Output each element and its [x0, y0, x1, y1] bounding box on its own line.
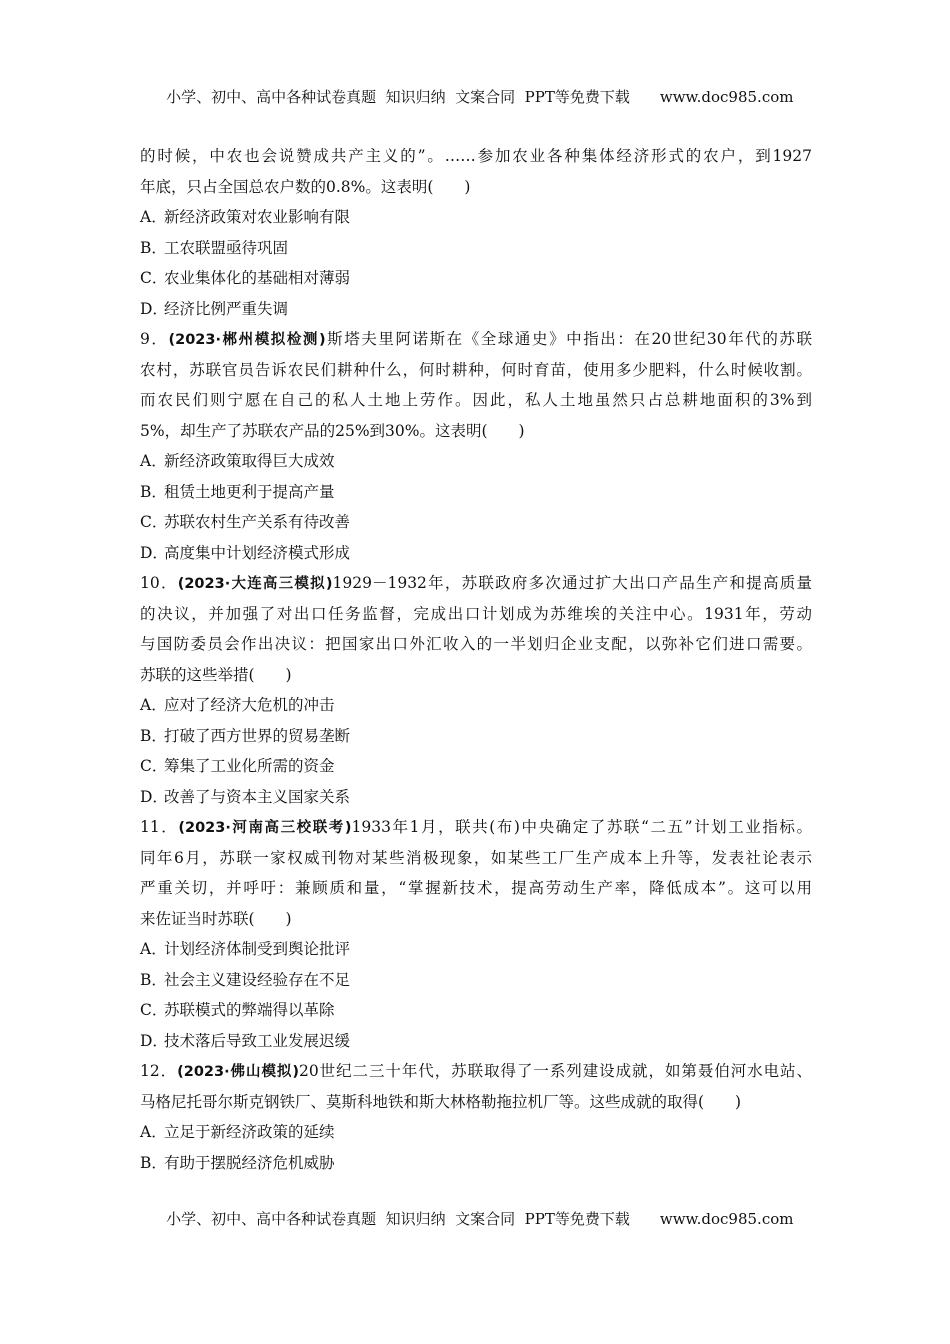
stem-text: 20世纪二三十年代，苏联取得了一系列建设成就，如第聂伯河水电站、 [298, 1062, 812, 1080]
stem-line: 农村，苏联官员告诉农民们耕种什么，何时耕种，何时育苗，使用多少肥料，什么时候收割。 [140, 360, 812, 379]
footer-text: 小学、初中、高中各种试卷真题 知识归纳 文案合同 PPT等免费下载 [166, 1210, 630, 1228]
answer-option [140, 507, 812, 538]
option-letter: A． [140, 452, 167, 470]
option-letter: D． [140, 543, 168, 562]
option-letter: B． [140, 726, 167, 745]
option-text: 高度集中计划经济模式形成 [164, 543, 351, 562]
option-letter: B． [140, 482, 167, 501]
question-source: (2023·河南高三校联考) [178, 820, 352, 836]
header-url: www.doc985.com [659, 88, 794, 106]
option-letter: B． [140, 970, 167, 989]
footer-url: www.doc985.com [659, 1210, 794, 1228]
option-text: 有助于摆脱经济危机威胁 [164, 1153, 335, 1172]
answer-option [140, 782, 812, 813]
question-9 [140, 324, 812, 355]
option-letter: A． [140, 696, 167, 714]
page-footer [0, 1190, 950, 1229]
option-letter: D． [140, 787, 168, 806]
stem-text: 1933年1月，联共(布)中央确定了苏联“二五”计划工业指标。 [351, 818, 812, 836]
option-text: 苏联农村生产关系有待改善 [164, 513, 351, 531]
stem-line: 马格尼托哥尔斯克钢铁厂、莫斯科地铁和斯大林格勒拖拉机厂等。这些成就的取得( ) [140, 1092, 742, 1111]
stem-line: 苏联的这些举措( ) [140, 665, 292, 684]
option-letter: D． [140, 299, 168, 318]
option-text: 筹集了工业化所需的资金 [164, 757, 335, 775]
option-text: 新经济政策取得巨大成效 [164, 452, 335, 470]
stem-line: 年底，只占全国总农户数的0.8%。这表明( ) [140, 177, 471, 196]
option-letter: A． [140, 208, 167, 226]
stem-line: 同年6月，苏联一家权威刊物对某些消极现象，如某些工厂生产成本上升等，发表社论表示 [140, 848, 812, 867]
question-number: 10． [140, 574, 178, 592]
stem-line: 的时候，中农也会说赞成共产主义的”。……参加农业各种集体经济形式的农户，到1927 [140, 147, 812, 165]
question-10 [140, 568, 812, 599]
stem-line: 而农民们则宁愿在自己的私人土地上劳作。因此，私人土地虽然只占总耕地面积的3%到 [140, 391, 812, 409]
answer-option [140, 965, 812, 996]
option-text: 应对了经济大危机的冲击 [164, 696, 335, 714]
question-12 [140, 1056, 812, 1087]
answer-option [140, 263, 812, 294]
option-letter: B． [140, 1153, 167, 1172]
option-text: 经济比例严重失调 [164, 299, 289, 318]
question-11 [140, 812, 812, 843]
answer-option [140, 538, 812, 569]
option-text: 立足于新经济政策的延续 [164, 1123, 335, 1141]
option-letter: C． [140, 513, 168, 531]
stem-line: 严重关切，并呼吁：兼顾质和量，“掌握新技术，提高劳动生产率，降低成本”。这可以用 [140, 879, 812, 897]
question-number: 12． [140, 1062, 178, 1080]
option-letter: B． [140, 238, 167, 257]
stem-line: 的决议，并加强了对出口任务监督，完成出口计划成为苏维埃的关注中心。1931年，劳动 [140, 604, 812, 623]
question-number: 11． [140, 818, 179, 836]
answer-option [140, 751, 812, 782]
option-letter: C． [140, 757, 168, 775]
answer-option [140, 446, 812, 477]
answer-option [140, 721, 812, 752]
option-text: 新经济政策对农业影响有限 [164, 208, 351, 226]
answer-option [140, 995, 812, 1026]
answer-option [140, 690, 812, 721]
header-text: 小学、初中、高中各种试卷真题 知识归纳 文案合同 PPT等免费下载 [166, 88, 630, 106]
option-letter: A． [140, 940, 167, 958]
answer-option [140, 1148, 812, 1179]
option-text: 工农联盟亟待巩固 [164, 238, 289, 257]
option-text: 改善了与资本主义国家关系 [164, 787, 351, 806]
option-letter: A． [140, 1123, 167, 1141]
option-letter: C． [140, 269, 168, 287]
option-text: 租赁土地更利于提高产量 [164, 482, 335, 501]
option-text: 技术落后导致工业发展迟缓 [164, 1031, 351, 1050]
option-text: 农业集体化的基础相对薄弱 [164, 269, 351, 287]
answer-option [140, 1117, 812, 1148]
stem-line: 5%，却生产了苏联农产品的25%到30%。这表明( ) [140, 421, 525, 440]
question-number: 9． [140, 330, 169, 348]
stem-text: 斯塔夫里阿诺斯在《全球通史》中指出：在20世纪30年代的苏联 [325, 330, 812, 348]
page-header [0, 68, 950, 107]
option-letter: C． [140, 1001, 168, 1019]
question-source: (2023·郴州模拟检测) [168, 332, 326, 348]
answer-option [140, 202, 812, 233]
stem-text: 1929－1932年，苏联政府多次通过扩大出口产品生产和提高质量 [332, 574, 812, 592]
option-text: 计划经济体制受到舆论批评 [164, 940, 351, 958]
answer-option [140, 294, 812, 325]
answer-option [140, 1026, 812, 1057]
exam-content [140, 141, 812, 1178]
stem-line: 与国防委员会作出决议：把国家出口外汇收入的一半划归企业支配，以弥补它们进口需要。 [140, 635, 812, 653]
question-source: (2023·大连高三模拟) [177, 576, 333, 592]
answer-option [140, 477, 812, 508]
option-text: 苏联模式的弊端得以革除 [164, 1001, 335, 1019]
question-source: (2023·佛山模拟) [177, 1064, 299, 1080]
option-text: 打破了西方世界的贸易垄断 [164, 726, 351, 745]
stem-line: 来佐证当时苏联( ) [140, 909, 292, 928]
option-text: 社会主义建设经验存在不足 [164, 970, 351, 989]
answer-option [140, 934, 812, 965]
answer-option [140, 233, 812, 264]
option-letter: D． [140, 1031, 168, 1050]
